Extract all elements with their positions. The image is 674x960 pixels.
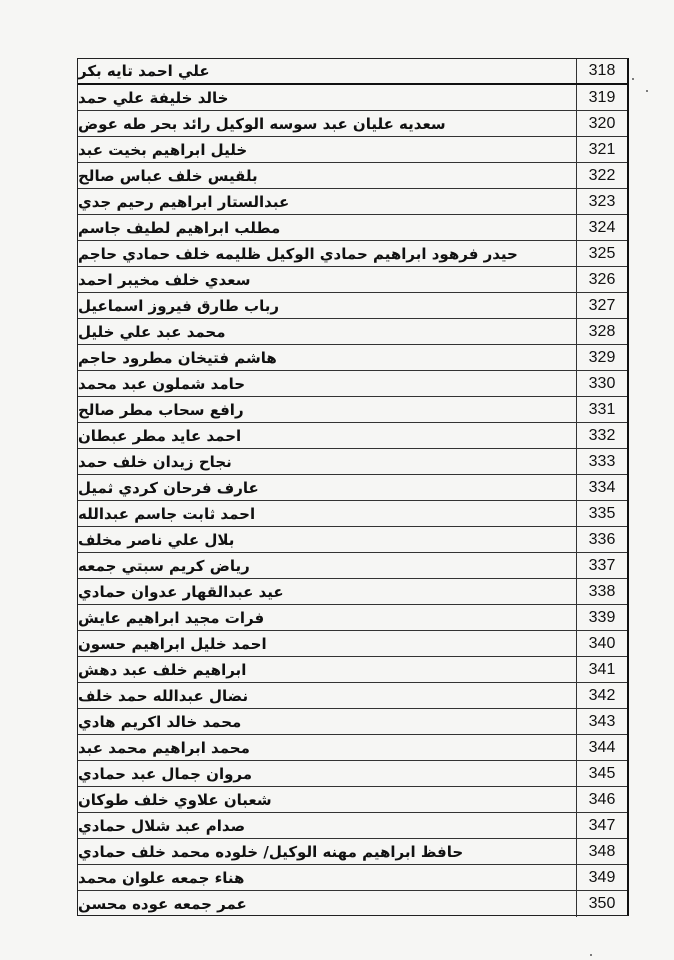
table-row	[78, 605, 627, 631]
name-cell: عارف فرحان كردي ثميل	[78, 475, 577, 500]
speck	[590, 954, 592, 956]
name-cell: هناء جمعه علوان محمد	[78, 865, 577, 890]
name-cell: احمد عايد مطر عبطان	[78, 423, 577, 448]
number-cell: 334	[588, 478, 616, 496]
name-cell: عمر جمعه عوده محسن	[78, 891, 577, 917]
name-cell: احمد ثابت جاسم عبدالله	[78, 501, 577, 526]
number-cell: 341	[588, 660, 616, 678]
table-row	[78, 657, 627, 683]
name-cell: شعبان علاوي خلف طوكان	[78, 787, 577, 812]
name-cell: محمد عبد علي خليل	[78, 319, 577, 344]
table-row	[78, 761, 627, 787]
number-cell: 319	[588, 88, 616, 106]
table-row	[78, 891, 627, 917]
number-cell: 326	[588, 270, 616, 288]
name-cell: عبدالستار ابراهيم رحيم جدي	[78, 189, 577, 214]
number-cell: 348	[588, 842, 616, 860]
name-cell: احمد خليل ابراهيم حسون	[78, 631, 577, 656]
table-row	[78, 267, 627, 293]
speck	[646, 90, 648, 92]
names-table	[77, 58, 629, 916]
table-row	[78, 839, 627, 865]
table-row	[78, 787, 627, 813]
name-cell: محمد ابراهيم محمد عبد	[78, 735, 577, 760]
number-cell: 321	[588, 140, 616, 158]
number-cell: 337	[588, 556, 616, 574]
number-cell: 327	[588, 296, 616, 314]
table-row	[78, 865, 627, 891]
table-row	[78, 215, 627, 241]
number-cell: 344	[588, 738, 616, 756]
number-cell: 324	[588, 218, 616, 236]
name-cell: عيد عبدالقهار عدوان حمادي	[78, 579, 577, 604]
number-cell: 350	[588, 895, 616, 912]
number-cell: 336	[588, 530, 616, 548]
number-cell: 318	[588, 62, 616, 79]
table-row	[78, 397, 627, 423]
number-cell: 342	[588, 686, 616, 704]
table-row	[78, 319, 627, 345]
name-cell: سعدي خلف مخيبر احمد	[78, 267, 577, 292]
number-cell: 332	[588, 426, 616, 444]
number-cell: 347	[588, 816, 616, 834]
name-cell: صدام عبد شلال حمادي	[78, 813, 577, 838]
number-cell: 338	[588, 582, 616, 600]
table-row	[78, 709, 627, 735]
table-row	[78, 111, 627, 137]
number-cell: 320	[588, 114, 616, 132]
table-row	[78, 735, 627, 761]
name-cell: بلقيس خلف عباس صالح	[78, 163, 577, 188]
table-row	[78, 579, 627, 605]
table-row	[78, 345, 627, 371]
table-row	[78, 241, 627, 267]
table-row	[78, 631, 627, 657]
name-cell: مطلب ابراهيم لطيف جاسم	[78, 215, 577, 240]
name-cell: ابراهيم خلف عبد دهش	[78, 657, 577, 682]
speck	[632, 78, 634, 80]
name-cell: رياض كريم سبتي جمعه	[78, 553, 577, 578]
table-row	[78, 813, 627, 839]
table-row	[78, 59, 627, 85]
name-cell: خليل ابراهيم بخيت عبد	[78, 137, 577, 162]
name-cell: نجاح زيدان خلف حمد	[78, 449, 577, 474]
name-cell: علي احمد تايه بكر	[78, 59, 577, 83]
table-row	[78, 371, 627, 397]
table-row	[78, 475, 627, 501]
number-cell: 340	[588, 634, 616, 652]
table-row	[78, 293, 627, 319]
name-cell: رافع سحاب مطر صالح	[78, 397, 577, 422]
number-cell: 323	[588, 192, 616, 210]
number-cell: 346	[588, 790, 616, 808]
table-row	[78, 449, 627, 475]
number-cell: 339	[588, 608, 616, 626]
name-cell: رباب طارق فيروز اسماعيل	[78, 293, 577, 318]
number-cell: 333	[588, 452, 616, 470]
table-row	[78, 553, 627, 579]
number-cell: 329	[588, 348, 616, 366]
number-cell: 322	[588, 166, 616, 184]
name-cell: محمد خالد اكريم هادي	[78, 709, 577, 734]
table-row	[78, 501, 627, 527]
name-cell: حافظ ابراهيم مهنه الوكيل/ خلوده محمد خلف حمادي	[78, 839, 577, 864]
number-cell: 330	[588, 374, 616, 392]
table-row	[78, 85, 627, 111]
name-cell: مروان جمال عبد حمادي	[78, 761, 577, 786]
name-cell: فرات مجيد ابراهيم عايش	[78, 605, 577, 630]
number-cell: 335	[588, 504, 616, 522]
table-row	[78, 423, 627, 449]
name-cell: حيدر فرهود ابراهيم حمادي الوكيل ظليمه خلف حمادي حاجم	[78, 241, 577, 266]
number-cell: 328	[588, 322, 616, 340]
name-cell: حامد شملون عبد محمد	[78, 371, 577, 396]
name-cell: بلال علي ناصر مخلف	[78, 527, 577, 552]
table-row	[78, 189, 627, 215]
table-row	[78, 683, 627, 709]
table-row	[78, 527, 627, 553]
table-row	[78, 163, 627, 189]
name-cell: نضال عبدالله حمد خلف	[78, 683, 577, 708]
name-cell: هاشم فتيخان مطرود حاجم	[78, 345, 577, 370]
table-row	[78, 137, 627, 163]
number-cell: 345	[588, 764, 616, 782]
number-cell: 343	[588, 712, 616, 730]
name-cell: خالد خليفة علي حمد	[78, 85, 577, 110]
number-cell: 349	[588, 868, 616, 886]
number-cell: 325	[588, 244, 616, 262]
number-cell: 331	[588, 400, 616, 418]
name-cell: سعديه عليان عبد سوسه الوكيل رائد بحر طه عوض	[78, 111, 577, 136]
